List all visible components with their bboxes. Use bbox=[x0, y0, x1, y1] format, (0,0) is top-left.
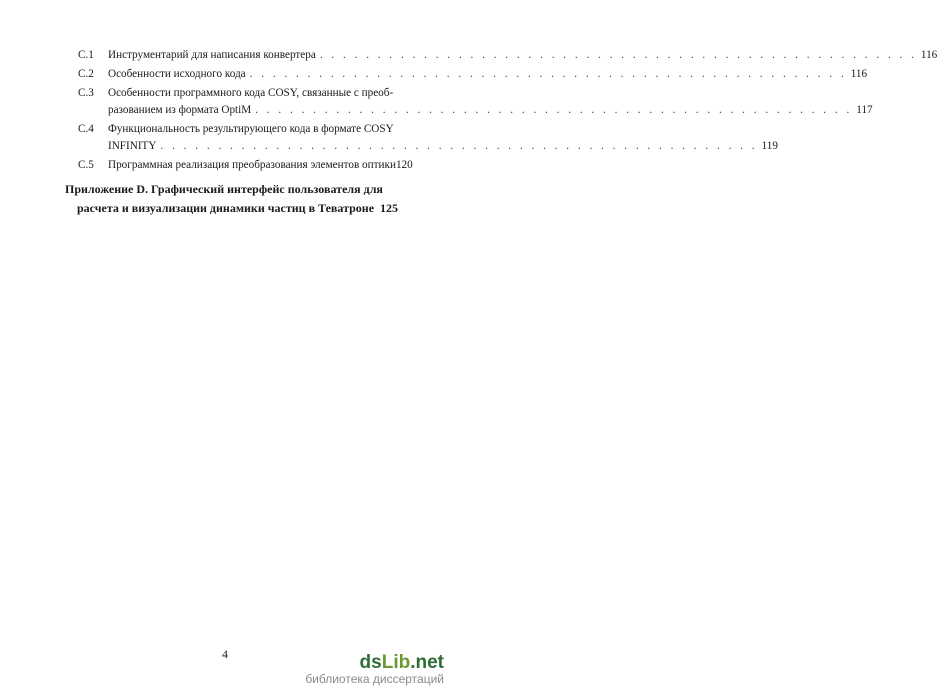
toc-entry-title-continued: INFINITY bbox=[108, 140, 157, 152]
appendix-page: 125 bbox=[380, 201, 398, 215]
page-number: 4 bbox=[222, 647, 228, 661]
toc-entry-page: 116 bbox=[920, 49, 937, 61]
toc-entry-c3[interactable] bbox=[78, 85, 873, 119]
dot-leader bbox=[255, 102, 852, 119]
toc-entry-number: C.1 bbox=[78, 49, 94, 61]
toc-entry-number: C.4 bbox=[78, 123, 94, 135]
watermark-subtitle: библиотека диссертаций bbox=[305, 672, 444, 686]
dot-leader bbox=[320, 47, 917, 64]
appendix-title: Приложение D. Графический интерфейс пользователя для bbox=[65, 182, 383, 196]
toc-entry-page: 119 bbox=[761, 140, 778, 152]
toc-entry-page: 117 bbox=[856, 104, 873, 116]
toc-entry-c2[interactable] bbox=[78, 66, 868, 83]
watermark-logo: dsLib.net bbox=[359, 652, 444, 673]
appendix-title-continued: расчета и визуализации динамики частиц в Теватроне bbox=[77, 201, 375, 215]
toc-entry-number: C.3 bbox=[78, 87, 94, 99]
toc-entry-title: Особенности программного кода COSY, связанные с преоб- bbox=[108, 87, 394, 99]
toc-entry-title: Особенности исходного кода bbox=[108, 68, 246, 80]
dot-leader bbox=[160, 138, 757, 155]
toc-appendix-d[interactable] bbox=[65, 180, 398, 218]
table-of-contents bbox=[78, 47, 937, 176]
toc-entry-c5[interactable] bbox=[78, 157, 413, 174]
toc-entry-title: Инструментарий для написания конвертера bbox=[108, 49, 316, 61]
toc-entry-title: Программная реализация преобразования элементов оптики bbox=[108, 159, 396, 171]
toc-entry-page: 116 bbox=[850, 68, 868, 80]
toc-entry-page: 120 bbox=[395, 159, 413, 171]
dot-leader bbox=[250, 66, 847, 83]
toc-entry-title-continued: разованием из формата OptiM bbox=[108, 104, 252, 116]
toc-entry-c4[interactable] bbox=[78, 121, 778, 155]
toc-entry-number: C.5 bbox=[78, 159, 94, 171]
toc-entry-number: C.2 bbox=[78, 68, 94, 80]
toc-entry-c1[interactable] bbox=[78, 47, 937, 64]
watermark bbox=[305, 653, 444, 685]
toc-entry-title: Функциональность результирующего кода в формате COSY bbox=[108, 123, 394, 135]
